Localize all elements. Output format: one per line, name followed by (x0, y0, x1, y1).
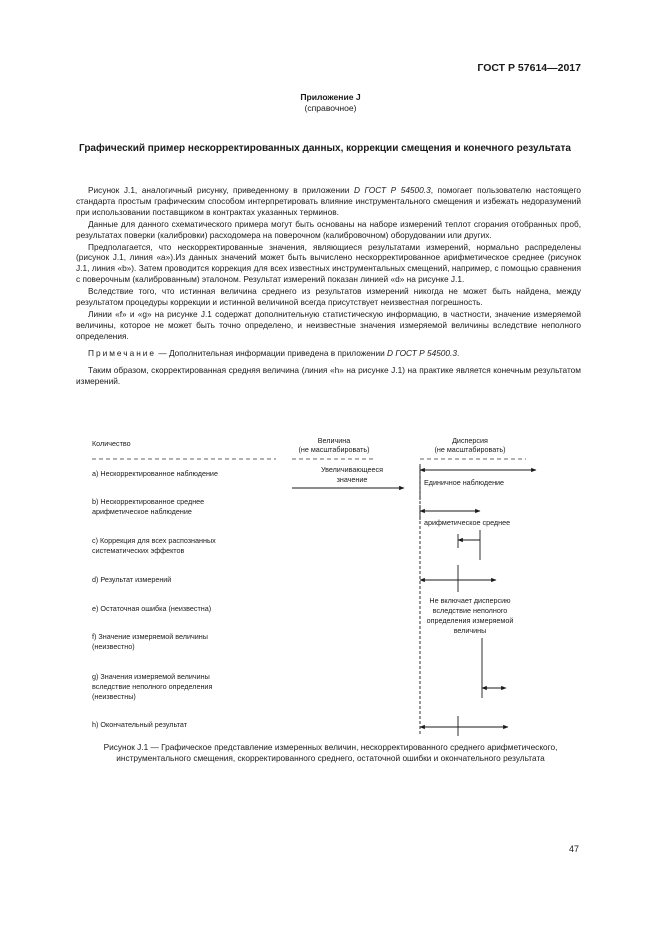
ann-increasing-2: значение (336, 475, 368, 484)
paragraph-3: Предполагается, что нескорректированные значения, являющиеся результатами измерений, нормально распределены (рисунок J.1, линия «а»).Из данных значений может быть вычислено нескорректированное арифметическое среднее (рисунок J.1, линия «b»). Затем проводится коррекция для всех известных инструментальных смещений, например, с помощью сравнения с поверочным (калиброванным) эталоном. Результат измерений показан линией «d» на рисунке J.1. (76, 241, 581, 285)
row-a-label: a) Нескорректированное наблюдение (92, 469, 218, 478)
ann-single-observation: Единичное наблюдение (424, 478, 505, 487)
ann-not-include-2: вследствие неполного (432, 606, 508, 615)
col-dispersion-2: (не масштабировать) (434, 445, 506, 454)
row-g-label-3: (неизвестны) (92, 692, 136, 701)
note-ref: D ГОСТ Р 54500.3 (387, 347, 457, 358)
row-f-label-2: (неизвестно) (92, 642, 135, 651)
p1-ref: D ГОСТ Р 54500.3 (353, 185, 431, 195)
note-post: . (456, 347, 460, 358)
row-g-label-2: вследствие неполного определения (92, 682, 213, 691)
note-pre: — Дополнительная информации приведена в приложении (156, 347, 388, 358)
col-value-2: (не масштабировать) (298, 445, 370, 454)
col-dispersion-1: Дисперсия (452, 436, 488, 445)
page-title: Графический пример нескорректированных данных, коррекции смещения и конечного результата (79, 143, 571, 154)
appendix-kind: (справочное) (304, 103, 357, 113)
closing-paragraph: Таким образом, скорректированная средняя величина (линия «h» на рисунке J.1) на практике является конечным результатом измерений. (76, 364, 581, 386)
row-f-label-1: f) Значение измеряемой величины (92, 632, 208, 641)
ann-increasing-1: Увеличивающееся (320, 465, 384, 474)
standard-number: ГОСТ Р 57614—2017 (477, 62, 581, 74)
row-e-label: e) Остаточная ошибка (неизвестна) (92, 604, 212, 613)
row-c-label-1: c) Коррекция для всех распознанных (92, 536, 216, 545)
col-value-1: Величина (317, 436, 351, 445)
p1-pre: Рисунок J.1, аналогичный рисунку, приведенному в приложении (88, 185, 354, 195)
row-c-label-2: систематических эффектов (92, 546, 185, 555)
row-b-label-2: арифметическое наблюдение (92, 507, 192, 516)
row-d-label: d) Результат измерений (92, 575, 172, 584)
ann-arithmetic-mean: арифметическое среднее (424, 518, 511, 527)
paragraph-5: Линии «f» и «g» на рисунке J.1 содержат дополнительную статистическую информацию, в частности, значение измеряемой величины, которое не может быть точно определено, и неизвестные значения измеряемой величины вследствие неполного определения. (76, 308, 581, 341)
row-b-label-1: b) Нескорректированное среднее (92, 497, 205, 506)
note-label: Примечание (88, 347, 157, 358)
ann-not-include-1: Не включает дисперсию (429, 596, 511, 605)
row-h-label: h) Окончательный результат (92, 720, 188, 729)
ann-not-include-4: величины (453, 626, 487, 635)
row-g-label-1: g) Значения измеряемой величины (92, 672, 210, 681)
figure-caption: Рисунок J.1 — Графическое представление измеренных величин, нескорректированного среднего арифметического, инструментального смещения, скорректированного среднего, остаточной ошибки и окончательного результата (103, 742, 558, 763)
appendix-label-text: Приложение J (300, 92, 361, 102)
ann-not-include-3: определения измеряемой (426, 616, 514, 625)
paragraph-2: Данные для данного схематического примера могут быть основаны на наборе измерений теплот сгорания отобранных проб, результатах поверки (калибровки) расходомера на поверочном (калибровочном) оборудовании или других. (76, 218, 581, 240)
p1-post: , помогает пользователю настоящего стандарта простым графическим способом интерпретировать влияние инструментального смещения и избежать недоразумений при использовании поставщиком в контрактах указанных терминов. (76, 185, 581, 217)
col-quantity: Количество (92, 439, 131, 448)
page-number: 47 (568, 844, 579, 854)
paragraph-4: Вследствие того, что истинная величина среднего из результатов измерений никогда не может быть найдена, между результатом процедуры коррекции и истинной величиной всегда присутствует неизвестная погрешность. (76, 286, 581, 308)
